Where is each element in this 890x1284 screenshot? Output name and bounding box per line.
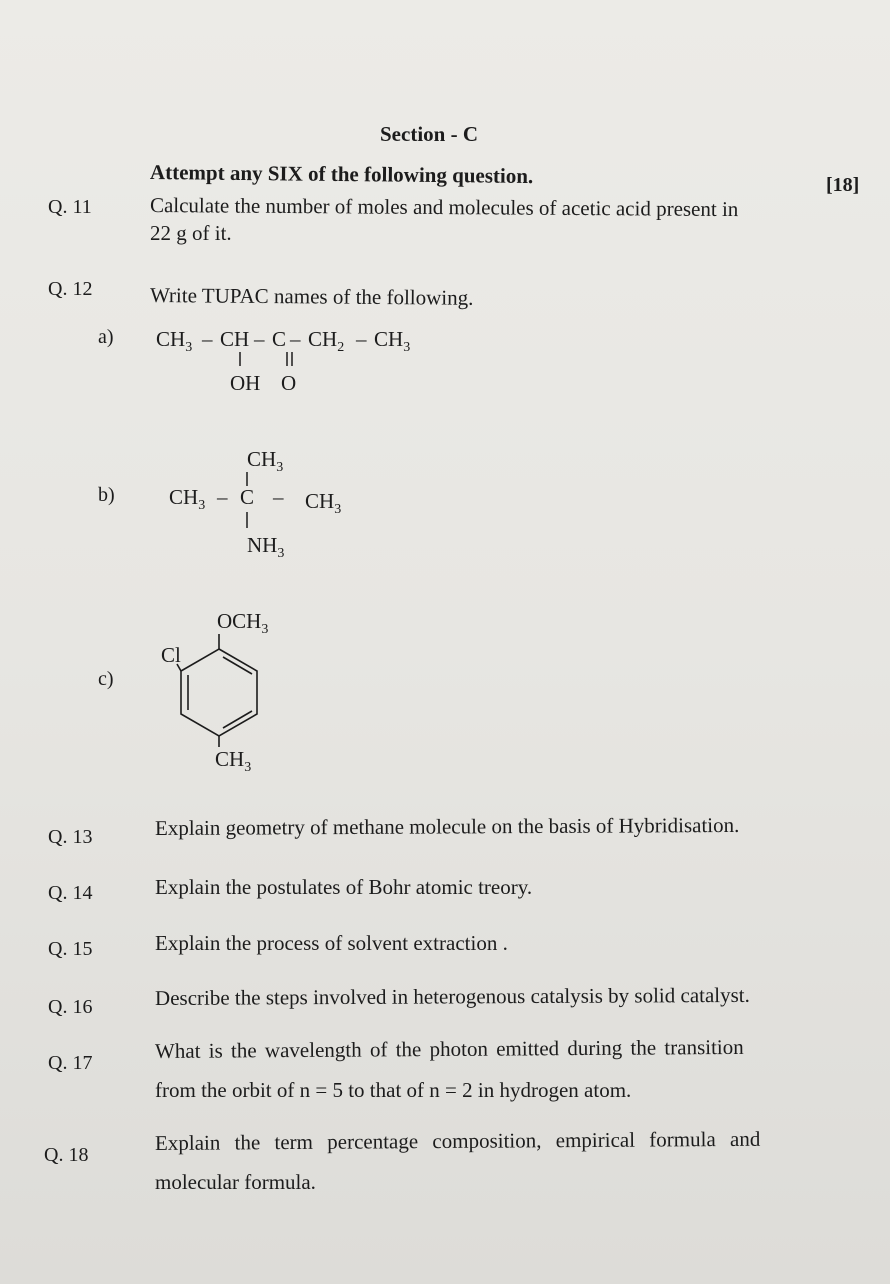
atom-ch3: $CH_3$ xyxy=(215,747,252,775)
bond-dash: – xyxy=(254,327,265,351)
atom-ch3-right: $CH_3$ xyxy=(374,327,411,355)
bond-dash: – xyxy=(273,485,284,509)
atom-ch2: $CH_2$ xyxy=(308,327,345,355)
atom-nh3: $NH_3$ xyxy=(247,533,285,561)
total-marks: [18] xyxy=(826,174,860,196)
question-number: Q. 14 xyxy=(48,882,93,904)
question-text-line: Explain geometry of methane molecule on the basis of Hybridisation. xyxy=(154,812,740,840)
atom-ch3-right: $CH_3$ xyxy=(305,489,342,517)
question-text-line: What is the wavelength of the photon emitted during the transition xyxy=(154,1034,744,1063)
atom-cl: Cl xyxy=(161,643,181,667)
atom-o: O xyxy=(281,371,297,395)
question-text-line: Write TUPAC names of the following. xyxy=(149,283,474,310)
bond-dash: – xyxy=(356,327,367,351)
question-number: Q. 11 xyxy=(48,196,92,218)
question-text-line: Describe the steps involved in heterogenous catalysis by solid catalyst. xyxy=(154,982,750,1010)
question-number: Q. 15 xyxy=(48,938,93,960)
instruction-text: Attempt any SIX of the following question. xyxy=(149,160,534,189)
atom-ch3-left: $CH_3$ xyxy=(156,327,193,355)
atom-oh: OH xyxy=(230,371,261,395)
question-text-line: Explain the term percentage composition, empirical formula and xyxy=(154,1126,761,1155)
question-text-line: 22 g of it. xyxy=(150,221,232,245)
question-number: Q. 12 xyxy=(48,278,93,300)
question-number: Q. 17 xyxy=(48,1052,93,1074)
section-title: Section - C xyxy=(380,122,478,146)
atom-c: C xyxy=(272,327,287,351)
question-text-line: Explain the postulates of Bohr atomic treory. xyxy=(155,875,533,899)
structure-label-c: c) xyxy=(98,668,114,690)
question-number: Q. 18 xyxy=(44,1144,89,1166)
atom-och3: $OCH_3$ xyxy=(217,609,269,637)
benzene-ring xyxy=(181,649,257,736)
structure-label-b: b) xyxy=(98,484,115,506)
question-text-line: from the orbit of n = 5 to that of n = 2 in hydrogen atom. xyxy=(155,1078,632,1102)
bond-dash: – xyxy=(202,327,213,351)
atom-ch3-top: $CH_3$ xyxy=(247,447,284,475)
structure-label-a: a) xyxy=(98,326,114,348)
question-number: Q. 16 xyxy=(48,996,93,1018)
atom-c-center: C xyxy=(240,485,255,509)
question-text-line: Explain the process of solvent extraction . xyxy=(155,931,508,955)
question-number: Q. 13 xyxy=(48,826,93,848)
structure-c xyxy=(155,600,305,775)
structure-b xyxy=(165,440,375,570)
bond-dash: – xyxy=(290,327,301,351)
structure-a xyxy=(150,320,450,400)
question-text-line: molecular formula. xyxy=(155,1170,316,1194)
bond-dash: – xyxy=(217,485,228,509)
atom-ch3-left: $CH_3$ xyxy=(169,485,206,513)
atom-ch: CH xyxy=(220,327,250,351)
question-text-line: Calculate the number of moles and molecules of acetic acid present in xyxy=(149,193,739,222)
